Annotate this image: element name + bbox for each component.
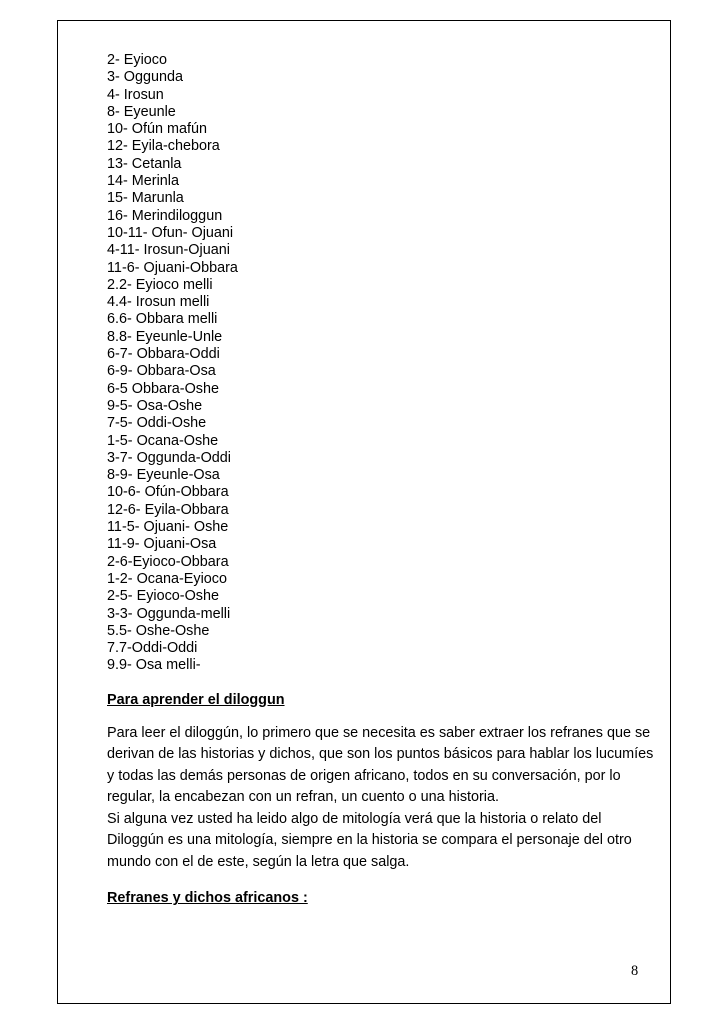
list-item: 6-7- Obbara-Oddi [107,346,220,363]
paragraph-mythology: Si alguna vez usted ha leido algo de mitología verá que la historia o relato del Diloggún es una mitología, siempre en la historia se compara el personaje del otro mundo con el de este, según la letra que salga. [107,810,632,870]
list-item: 8.8- Eyeunle-Unle [107,328,223,345]
section-heading-learn: Para aprender el diloggun [107,691,285,708]
list-item: 6-5 Obbara-Oshe [107,380,219,397]
page-number: 8 [631,963,639,979]
list-item: 2.2- Eyioco melli [107,276,213,293]
list-item: 7-5- Oddi-Oshe [107,415,207,432]
section-heading-sayings: Refranes y dichos africanos : [107,890,308,907]
list-item: 2-6-Eyioco-Obbara [107,553,229,570]
list-item: 1-2- Ocana-Eyioco [107,570,227,587]
list-item: 4-11- Irosun-Ojuani [107,242,230,259]
list-item: 4- Irosun [107,86,164,103]
list-item: 4.4- Irosun melli [107,294,210,311]
list-item: 2- Eyioco [107,52,167,68]
list-item: 10-11- Ofun- Ojuani [107,224,234,241]
list-item: 12-6- Eyila-Obbara [107,501,229,518]
list-item: 11-9- Ojuani-Osa [107,536,217,553]
page-content [107,52,662,908]
list-item: 8- Eyeunle [107,103,176,120]
paragraph-intro: Para leer el diloggún, lo primero que se necesita es saber extraer los refranes que se derivan de las historias y dichos, que son los puntos básicos para hablar los lucumíes y todas las demás personas de origen africano, todos en su conversación, por lo regular, la encabezan con un refran, un cuento o una historia. [107,724,654,806]
list-item: 5.5- Oshe-Oshe [107,622,210,639]
list-item: 3- Oggunda [107,69,184,86]
list-item: 16- Merindiloggun [107,207,223,224]
list-item: 6.6- Obbara melli [107,311,218,328]
list-item: 9.9- Osa melli- [107,657,201,674]
list-item: 6-9- Obbara-Osa [107,363,216,380]
odu-list [107,52,662,675]
list-item: 13- Cetanla [107,155,182,172]
list-item: 8-9- Eyeunle-Osa [107,467,220,484]
list-item: 14- Merinla [107,173,179,190]
list-item: 3-7- Oggunda-Oddi [107,449,231,466]
list-item: 7.7-Oddi-Oddi [107,640,198,657]
list-item: 2-5- Eyioco-Oshe [107,588,219,605]
list-item: 9-5- Osa-Oshe [107,397,203,414]
list-item: 1-5- Ocana-Oshe [107,432,219,449]
list-item: 12- Eyila-chebora [107,138,220,155]
list-item: 3-3- Oggunda-melli [107,605,231,622]
list-item: 10- Ofún mafún [107,121,207,138]
list-item: 11-6- Ojuani-Obbara [107,259,238,276]
list-item: 10-6- Ofún-Obbara [107,484,229,501]
list-item: 15- Marunla [107,190,184,207]
list-item: 11-5- Ojuani- Oshe [107,519,229,536]
